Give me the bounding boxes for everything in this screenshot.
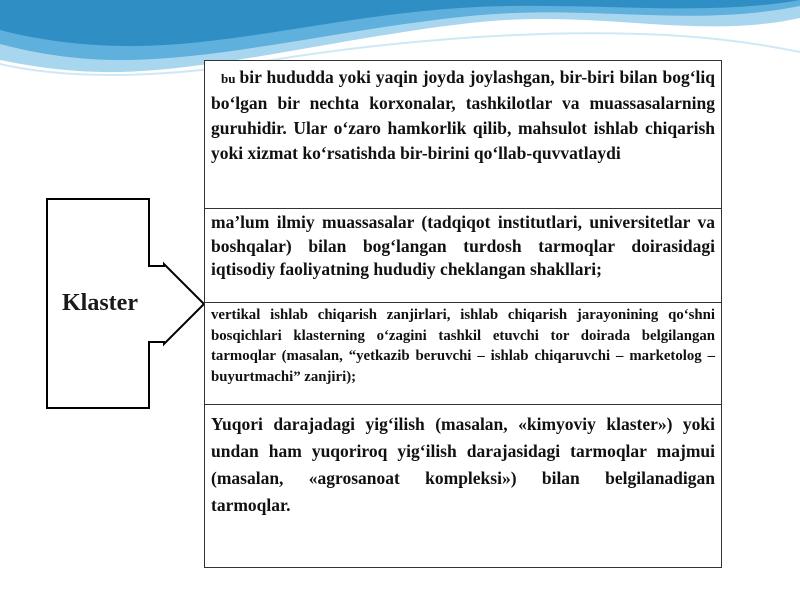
definitions-table: [204, 60, 722, 568]
definition-row-1: [205, 61, 721, 209]
klaster-label: Klaster: [62, 290, 138, 316]
definition-row-1-lead: bu: [221, 71, 236, 86]
definition-row-4: Yuqori darajadagi yig‘ilish (masalan, «kimyoviy klaster») yoki undan ham yuqoriroq yig‘ilish darajasidagi tarmoqlar majmui (masalan, «agrosanoat kompleksi») bilan belgilanadigan tarmoqlar.: [211, 414, 715, 515]
definition-row-3: vertikal ishlab chiqarish zanjirlari, ishlab chiqarish jarayonining qo‘shni bosqichlari klasterning o‘zagini tashkil etuvchi tor doirada belgilangan tarmoqlar (masalan, “yetkazib beruvchi – ishlab chiqaruvchi – marketolog – buyurtmachi” zanjiri);: [205, 303, 721, 405]
definition-row-2: ma’lum ilmiy muassasalar (tadqiqot institutlari, universitetlar va boshqalar) bilan bog‘langan turdosh tarmoqlar doirasidagi iqtisodiy faoliyatning hududiy cheklangan shakllari;: [205, 209, 721, 303]
definition-row-1-text: bir hududda yoki yaqin joyda joylashgan, bir-biri bilan bog‘liq bo‘lgan bir nechta korxonalar, tashkilotlar va muassasalarning guruhidir. Ular o‘zaro hamkorlik qilib, mahsulot ishlab chiqarish yoki xizmat ko‘rsatishda bir-birini qo‘llab-quvvatlaydi: [211, 67, 715, 163]
